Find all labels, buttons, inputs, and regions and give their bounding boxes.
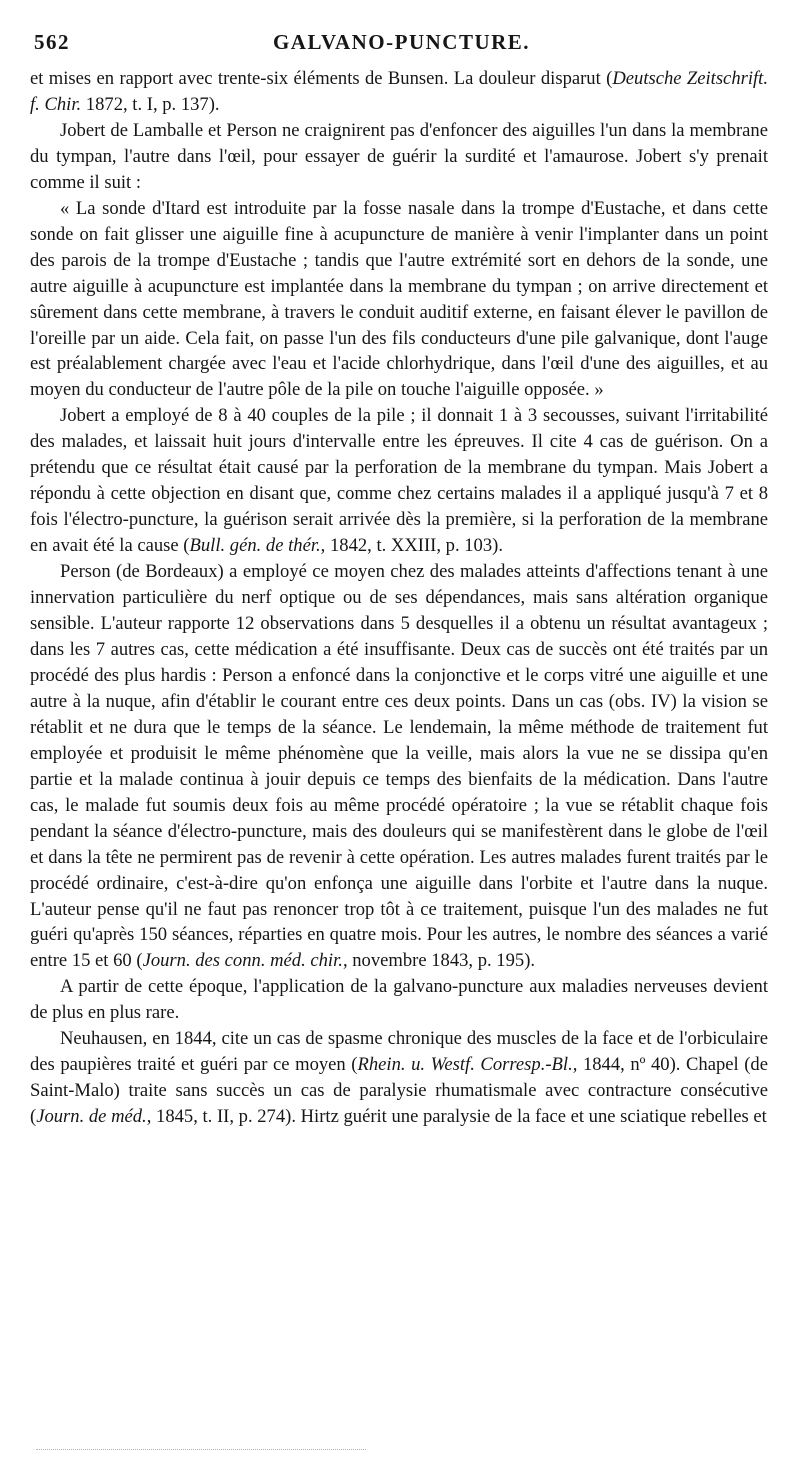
text-run: Jobert de Lamballe et Person ne craignirent pas d'enfoncer des aiguilles l'un dans la membrane du tympan, l'autre dans l'œil, pour essayer de guérir la surdité et l'amaurose. Jobert s'y prenait comme il suit : bbox=[30, 119, 768, 193]
footer-rule bbox=[36, 1449, 366, 1450]
text-run: « La sonde d'Itard est introduite par la fosse nasale dans la trompe d'Eustache, et dans cette sonde on fait glisser une aiguille fine à acupuncture de manière à venir l'implanter dans un point des parois de la trompe d'Eustache ; tandis que l'autre extrémité sort en dehors de la sonde, une autre aiguille à acupuncture est implantée dans la membrane du tympan ; on arrive directement et sûrement dans cette membrane, à travers le conduit auditif externe, en faisant élever le pavillon de l'oreille par un aide. Cela fait, on passe l'un des fils conducteurs d'une pile galvanique, dont l'auge est préalablement chargée avec l'eau et l'acide chlorhydrique, dans l'œil d'une des aiguilles, et au moyen du conducteur de l'autre pôle de la pile on touche l'aiguille opposée. » bbox=[30, 197, 768, 401]
paragraph bbox=[30, 403, 768, 559]
text-run: Jobert a employé de 8 à 40 couples de la pile ; il donnait 1 à 3 secousses, suivant l'irritabilité des malades, et laissait huit jours d'intervalle entre les épreuves. Il cite 4 cas de guérison. On a prétendu que ce résultat était causé par la perforation de la membrane du tympan. Mais Jobert a répondu à cette objection en disant que, comme chez certains malades il a appliqué jusqu'à 7 et 8 fois l'électro-puncture, la guérison serait arrivée dès la première, si la perforation de la membrane en avait été la cause ( bbox=[30, 405, 768, 557]
text-run: et mises en rapport avec trente-six éléments de Bunsen. La douleur disparut ( bbox=[30, 68, 613, 89]
paragraph bbox=[30, 118, 768, 196]
paragraph bbox=[30, 196, 768, 404]
paragraph bbox=[30, 66, 768, 118]
text-run: , novembre 1843, p. 195). bbox=[342, 950, 536, 972]
citation-title: Journ. des conn. méd. chir. bbox=[142, 950, 343, 972]
text-run: , 1842, t. XXIII, p. 103). bbox=[320, 535, 503, 557]
citation-title: Bull. gén. de thér. bbox=[189, 535, 321, 557]
text-run: Neuhausen, en 1844, cite un cas de spasme chronique des muscles de la face et de l'orbiculaire des paupières traité et guéri par ce moyen ( bbox=[30, 1028, 768, 1076]
text-run: Person (de Bordeaux) a employé ce moyen chez des malades atteints d'affections tenant à une innervation particulière du nerf optique ou de ses dépendances, mais sans altération organique sensible. L'auteur rapporte 12 observations dans 5 desquelles il a obtenu un résultat avantageux ; dans les 7 autres cas, cette médication a été insuffisante. Deux cas de succès ont été traités par un procédé des plus hardis : Person a enfoncé dans la conjonctive et le corps vitré une aiguille et une autre à la nuque, afin d'établir le courant entre ces deux points. Dans un cas (obs. IV) la vision se rétablit et ne dura que le temps de la séance. Le lendemain, la même méthode de traitement fut employée et produisit le même phénomène que la veille, mais alors la vue ne se dissipa qu'en partie et la malade continua à jouir depuis ce temps des bienfaits de la médication. Dans l'autre cas, le malade fut soumis deux fois au même procédé opératoire ; la vue se rétablit chaque fois pendant la séance d'électro-puncture, mais des douleurs qui se manifestèrent dans le globe de l'œil et dans la tête ne permirent pas de revenir à cette opération. Les autres malades furent traités par le procédé ordinaire, c'est-à-dire qu'on enfonça une aiguille dans l'orbite et l'autre dans la nuque. L'auteur pense qu'il ne faut pas renoncer trop tôt à ce traitement, puisque l'un des malades ne fut guéri qu'après 150 séances, réparties en quatre mois. Pour les autres, le nombre des séances a varié entre 15 et 60 ( bbox=[30, 561, 768, 972]
page-header bbox=[34, 30, 769, 60]
body-text bbox=[30, 66, 768, 1130]
text-run: , 1845, t. II, p. 274). Hirtz guérit une paralysie de la face et une sciatique rebelles et bbox=[146, 1106, 767, 1128]
text-run: A partir de cette époque, l'application de la galvano-puncture aux maladies nerveuses devient de plus en plus rare. bbox=[30, 976, 768, 1024]
running-title: GALVANO-PUNCTURE. bbox=[272, 30, 531, 54]
citation-title: Rhein. u. Westf. Corresp.-Bl. bbox=[357, 1054, 573, 1076]
page-number: 562 bbox=[34, 30, 70, 54]
citation-title: Journ. de méd. bbox=[36, 1106, 147, 1128]
paragraph bbox=[30, 1026, 768, 1130]
paragraph bbox=[30, 559, 768, 974]
paragraph bbox=[30, 974, 768, 1026]
text-run: 1872, t. I, p. 137). bbox=[81, 93, 220, 115]
citation-title: Deutsche Zeitschrift. f. Chir. bbox=[30, 68, 768, 115]
text-run: , 1844, nº 40). Chapel (de Saint-Malo) traite sans succès un cas de paralysie rhumatismale avec contracture consécutive ( bbox=[30, 1054, 768, 1128]
